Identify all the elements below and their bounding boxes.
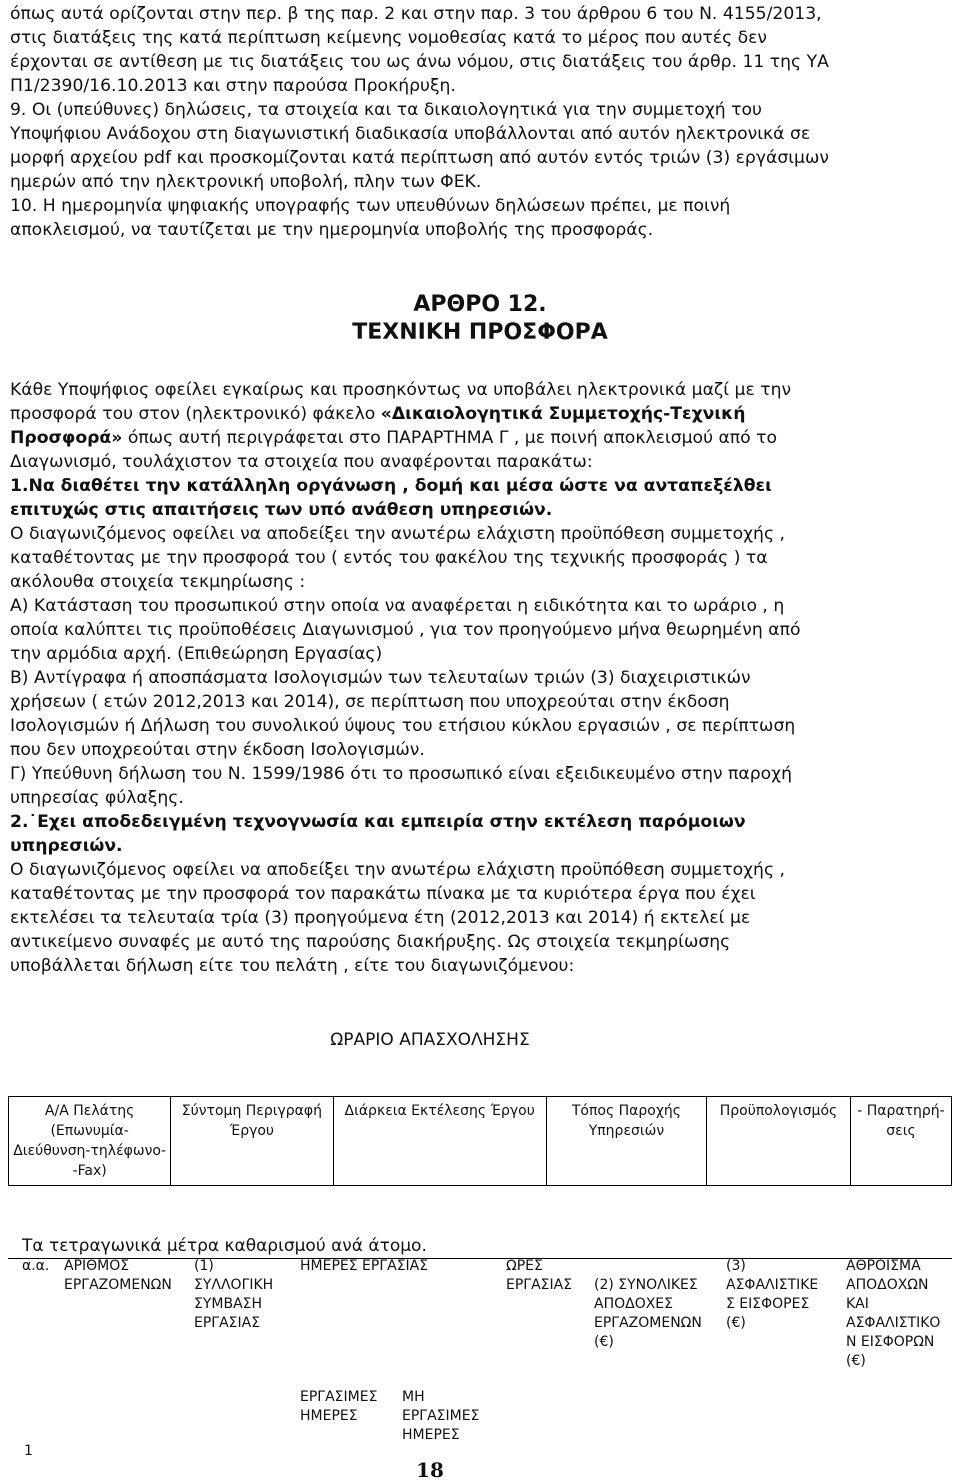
text-line: έρχονται σε αντίθεση με τις διατάξεις του ως άνω νόμου, στις διατάξεις του άρθρ. 11 της ΥΑ — [10, 52, 829, 72]
text-line: Α) Κατάσταση του προσωπικού στην οποία να αναφέρεται η ειδικότητα και το ωράριο , η — [10, 596, 785, 616]
text-line: Ο διαγωνιζόμενος οφείλει να αποδείξει την ανωτέρω ελάχιστη προϋπόθεση συμμετοχής , — [10, 860, 785, 880]
table-header-cell: Σύντομη Περιγραφή Έργου — [171, 1097, 333, 1186]
page-number: 18 — [416, 1458, 444, 1482]
table-header-cell: (1) ΣΥΛΛΟΓΙΚΗ ΣΥΜΒΑΣΗ ΕΡΓΑΣΙΑΣ — [194, 1258, 274, 1331]
table-header-cell: Διάρκεια Εκτέλεσης Έργου — [333, 1097, 546, 1186]
table-header-cell: (2) ΣΥΝΟΛΙΚΕΣ ΑΠΟΔΟΧΕΣ ΕΡΓΑΖΟΜΕΝΩΝ (€) — [594, 1277, 702, 1350]
text-line: Κάθε Υποψήφιος οφείλει εγκαίρως και προσηκόντως να υποβάλει ηλεκτρονικά μαζί με την — [10, 380, 792, 400]
table-header-cell: Τόπος Παροχής Υπηρεσιών — [546, 1097, 706, 1186]
article-title: ΤΕΧΝΙΚΗ ΠΡΟΣΦΟΡΑ — [352, 320, 608, 345]
table-header-cell: ΑΡΙΘΜΟΣ ΕΡΓΑΖΟΜΕΝΩΝ — [64, 1258, 172, 1293]
folder-name-bold: Προσφορά» — [10, 428, 123, 448]
table-header-cell: (3) ΑΣΦΑΛΙΣΤΙΚΕ Σ ΕΙΣΦΟΡΕΣ (€) — [726, 1258, 819, 1331]
text-line: καταθέτοντας με την προσφορά του ( εντός του φακέλου της τεχνικής προσφοράς ) τα — [10, 548, 768, 568]
table2-title: Τα τετραγωνικά μέτρα καθαρισμού ανά άτομο. — [22, 1236, 427, 1256]
text-line: υποβάλλεται δήλωση είτε του πελάτη , είτε του διαγωνιζόμενου: — [10, 956, 575, 976]
text-line: ακόλουθα στοιχεία τεκμηρίωσης : — [10, 572, 306, 592]
text-line: ημερών από την ηλεκτρονική υποβολή, πλην των ΦΕΚ. — [10, 172, 482, 192]
text-line: Γ) Υπεύθυνη δήλωση του Ν. 1599/1986 ότι το προσωπικό είναι εξειδικευμένο στην παροχή — [10, 764, 792, 784]
text-line: εκτελέσει τα τελευταία τρία (3) προηγούμενα έτη (2012,2013 και 2014) ή εκτελεί με — [10, 908, 751, 928]
text-line — [10, 402, 746, 426]
table-header-cell: Α/Α Πελάτης (Επωνυμία-Διεύθυνση-τηλέφωνο--Fax) — [9, 1097, 171, 1186]
text-line: όπως αυτά ορίζονται στην περ. β της παρ. 2 και στην παρ. 3 του άρθρου 6 του Ν. 4155/2013, — [10, 4, 822, 24]
projects-table — [8, 1096, 952, 1186]
text-line: στις διατάξεις της κατά περίπτωση κείμενης νομοθεσίας κατά το μέρος που αυτές δεν — [10, 28, 768, 48]
requirement-1-heading: 1.Να διαθέτει την κατάλληλη οργάνωση , δομή και μέσα ώστε να ανταπεξέλθει — [10, 476, 772, 496]
text-span: όπως αυτή περιγράφεται στο ΠΑΡΑΡΤΗΜΑ Γ , με ποινή αποκλεισμού από το — [122, 428, 777, 448]
text-line: χρήσεων ( ετών 2012,2013 και 2014), σε περίπτωση που υποχρεούται στην έκδοση — [10, 692, 730, 712]
table-row — [9, 1097, 952, 1186]
table-header-cell: α.α. — [22, 1258, 50, 1274]
text-line: 9. Οι (υπεύθυνες) δηλώσεις, τα στοιχεία και τα δικαιολογητικά για την συμμετοχή του — [10, 100, 762, 120]
table-header-cell: ΗΜΕΡΕΣ ΕΡΓΑΣΙΑΣ — [300, 1258, 429, 1274]
text-line: οποία καλύπτει τις προϋποθέσεις Διαγωνισμού , για τον προηγούμενο μήνα θεωρημένη από — [10, 620, 801, 640]
text-line: Ισολογισμών ή Δήλωση του συνολικού ύψους του ετήσιου κύκλου εργασιών , σε περίπτωση — [10, 716, 796, 736]
text-line: αποκλεισμού, να ταυτίζεται με την ημερομηνία υποβολής της προσφοράς. — [10, 220, 654, 240]
article-number: ΑΡΘΡΟ 12. — [413, 292, 547, 317]
table-header-cell: ΜΗ ΕΡΓΑΣΙΜΕΣ ΗΜΕΡΕΣ — [402, 1389, 480, 1443]
table-header-cell: - Παρατηρή-σεις — [850, 1097, 951, 1186]
text-line: αντικείμενο συναφές με αυτό της παρούσης διακήρυξης. Ως στοιχεία τεκμηρίωσης — [10, 932, 731, 952]
requirement-1-heading: επιτυχώς στις απαιτήσεις των υπό ανάθεση υπηρεσιών. — [10, 500, 553, 520]
table-header-cell: Προϋπολογισμός — [707, 1097, 851, 1186]
text-line: Ο διαγωνιζόμενος οφείλει να αποδείξει την ανωτέρω ελάχιστη προϋπόθεση συμμετοχής , — [10, 524, 785, 544]
text-line: που δεν υποχρεούται στην έκδοση Ισολογισμών. — [10, 740, 425, 760]
schedule-title: ΩΡΑΡΙΟ ΑΠΑΣΧΟΛΗΣΗΣ — [330, 1030, 530, 1050]
text-line: 10. Η ημερομηνία ψηφιακής υπογραφής των υπευθύνων δηλώσεων πρέπει, με ποινή — [10, 196, 731, 216]
text-line: Υποψήφιου Ανάδοχου στη διαγωνιστική διαδικασία υποβάλλονται από αυτόν ηλεκτρονικά σε — [10, 124, 811, 144]
text-line: μορφή αρχείου pdf και προσκομίζονται κατά περίπτωση από αυτόν εντός τριών (3) εργάσιμων — [10, 148, 829, 168]
text-line: Διαγωνισμό, τουλάχιστον τα στοιχεία που αναφέρονται παρακάτω: — [10, 452, 593, 472]
folder-name-bold: «Δικαιολογητικά Συμμετοχής-Τεχνική — [380, 404, 746, 424]
table-header-cell: ΩΡΕΣ ΕΡΓΑΣΙΑΣ — [506, 1258, 573, 1293]
text-span: προσφορά του στον (ηλεκτρονικό) φάκελο — [10, 404, 381, 424]
table-header-cell: ΕΡΓΑΣΙΜΕΣ ΗΜΕΡΕΣ — [300, 1389, 378, 1424]
requirement-2-heading: υπηρεσιών. — [10, 836, 123, 856]
text-line: Π1/2390/16.10.2013 και στην παρούσα Προκήρυξη. — [10, 76, 456, 96]
text-line: την αρμόδια αρχή. (Επιθεώρηση Εργασίας) — [10, 644, 383, 664]
text-line: καταθέτοντας με την προσφορά τον παρακάτω πίνακα με τα κυριότερα έργα που έχει — [10, 884, 756, 904]
requirement-2-heading: 2.˙Εχει αποδεδειγμένη τεχνογνωσία και εμπειρία στην εκτέλεση παρόμοιων — [10, 812, 746, 832]
text-line: υπηρεσίας φύλαξης. — [10, 788, 184, 808]
table-header-cell: ΑΘΡΟΙΣΜΑ ΑΠΟΔΟΧΩΝ ΚΑΙ ΑΣΦΑΛΙΣΤΙΚΟ Ν ΕΙΣΦΟΡΩΝ (€) — [846, 1258, 941, 1369]
table-cell: 1 — [24, 1443, 33, 1459]
text-line — [10, 426, 777, 450]
text-line: Β) Αντίγραφα ή αποσπάσματα Ισολογισμών των τελευταίων τριών (3) διαχειριστικών — [10, 668, 751, 688]
